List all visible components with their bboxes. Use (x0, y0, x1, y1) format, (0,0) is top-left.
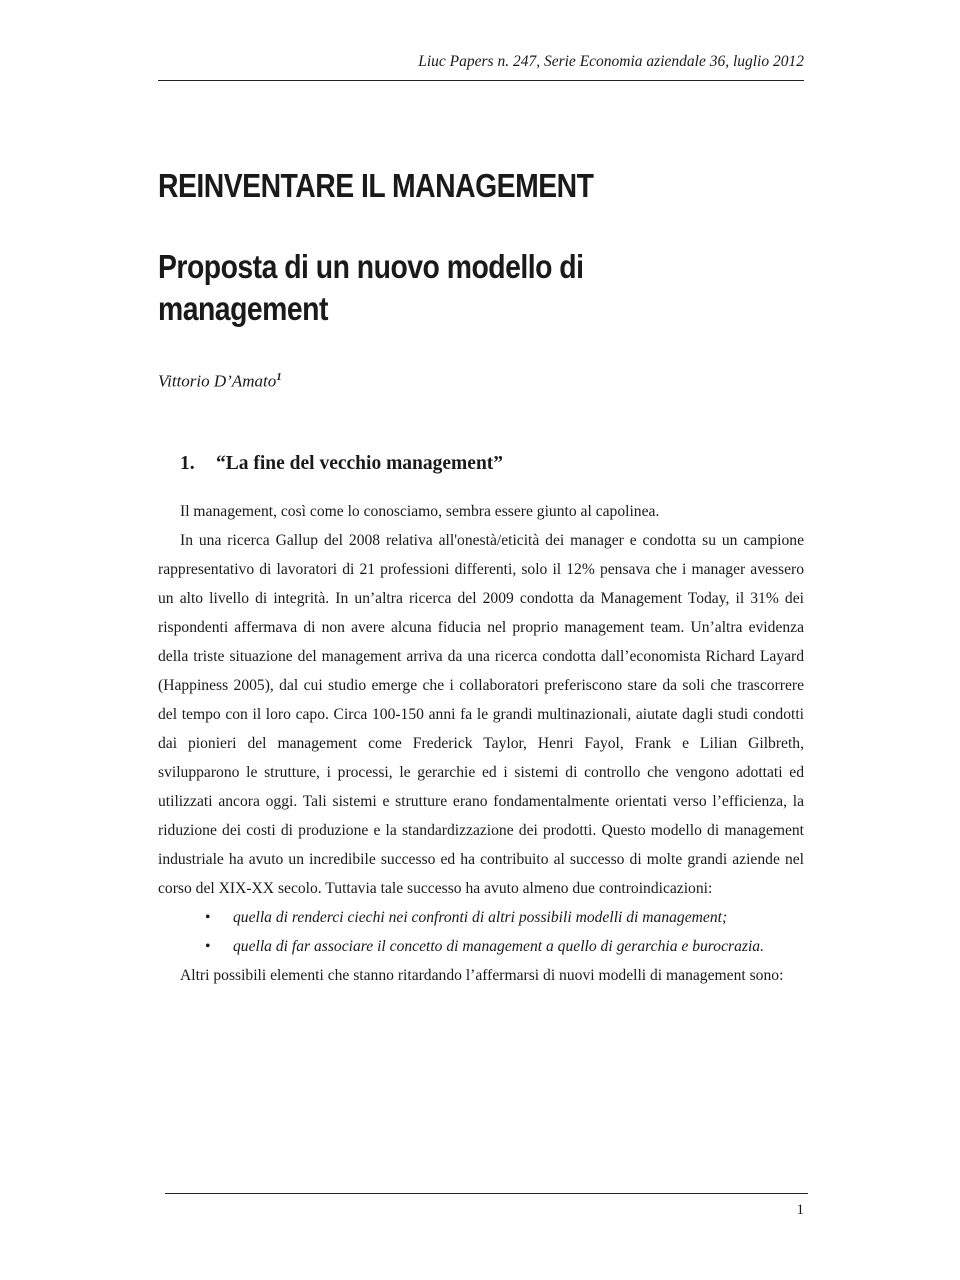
author-name: Vittorio D’Amato (158, 371, 277, 391)
page-number: 1 (796, 1202, 804, 1218)
section-title: “La fine del vecchio management” (216, 453, 504, 474)
section-number: 1. (180, 453, 195, 474)
bullet-list (158, 903, 804, 961)
running-header: Liuc Papers n. 247, Serie Economia aziendale 36, luglio 2012 (418, 53, 804, 70)
header-rule (158, 80, 804, 81)
bullet-item (158, 932, 804, 961)
author-footnote-mark[interactable]: 1 (276, 371, 282, 383)
bullet-icon: • (205, 909, 211, 926)
paper-title: REINVENTARE IL MANAGEMENT (158, 167, 594, 204)
bullet-text: quella di renderci ciechi nei confronti di altri possibili modelli di management; (233, 909, 728, 926)
bullet-text: quella di far associare il concetto di management a quello di gerarchia e burocrazia. (233, 938, 764, 955)
bullet-item (158, 903, 804, 932)
paragraph: Il management, così come lo conosciamo, sembra essere giunto al capolinea. (180, 503, 660, 520)
paper-subtitle: Proposta di un nuovo modello di management (158, 248, 584, 327)
section-heading (180, 452, 503, 476)
body-text (158, 497, 804, 990)
paragraph: Altri possibili elementi che stanno ritardando l’affermarsi di nuovi modelli di management sono: (180, 967, 784, 984)
paragraph: In una ricerca Gallup del 2008 relativa all'onestà/eticità dei manager e condotta su un campione rappresentativo di lavoratori di 21 professioni differenti, solo il 12% pensava che i manager avessero un alto livello di integrità. In un’altra ricerca del 2009 condotta da Management Today, il 31% dei rispondenti affermava di non avere alcuna fiducia nel proprio management team. Un’altra evidenza della triste situazione del management arriva da una ricerca condotta dall’economista Richard Layard (Happiness 2005), dal cui studio emerge che i collaboratori preferiscono stare da soli che trascorrere del tempo con il loro capo. Circa 100-150 anni fa le grandi multinazionali, aiutate dagli studi condotti dai pionieri del management come Frederick Taylor, Henri Fayol, Frank e Lilian Gilbreth, svilupparono le strutture, i processi, le gerarchie ed i sistemi di controllo che vengono adottati ed utilizzati ancora oggi. Tali sistemi e strutture erano fondamentalmente orientati verso l’efficienza, la riduzione dei costi di produzione e la standardizzazione dei prodotti. Questo modello di management industriale ha avuto un incredibile successo ed ha contribuito al successo di molte grandi aziende nel corso del XIX-XX secolo. Tuttavia tale successo ha avuto almeno due controindicazioni: (158, 532, 804, 897)
bullet-icon: • (205, 938, 211, 955)
author-line (158, 366, 282, 393)
footer-rule (165, 1193, 808, 1194)
